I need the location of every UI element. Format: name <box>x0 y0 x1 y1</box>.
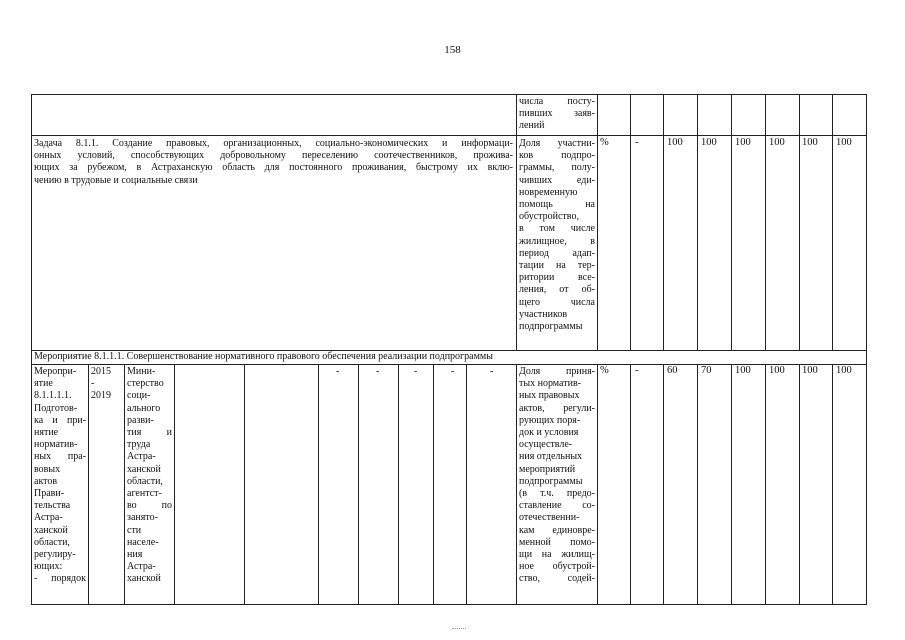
executor-line: во по <box>127 500 172 512</box>
indicator-line: рующих поря- <box>519 414 581 426</box>
col-divider <box>663 94 664 350</box>
measure-line: регулиру- <box>34 549 76 561</box>
executor-line: занято- <box>127 512 158 524</box>
finance-value: - <box>336 366 340 377</box>
finance-value: - <box>490 366 494 377</box>
period-line: 2015 <box>91 366 111 377</box>
measure-line: ющих: <box>34 561 63 573</box>
executor-line: Астра- <box>127 561 156 573</box>
target-value: 100 <box>701 137 717 148</box>
indicator-line: щего числа <box>519 296 595 308</box>
measure-line: нятие <box>34 427 59 439</box>
col-divider <box>630 94 631 350</box>
indicator-line: период адап- <box>519 247 595 259</box>
indicator-line: актов, регули- <box>519 402 595 414</box>
page-number: 158 <box>444 44 461 56</box>
measure-line: норматив- <box>34 439 78 451</box>
indicator-line: ритории все- <box>519 272 595 284</box>
indicator-line: подпрограммы <box>519 321 583 333</box>
executor-line: тия и <box>127 427 172 439</box>
measure-line: актов <box>34 475 58 487</box>
measure-line: Прави- <box>34 488 65 500</box>
measure-line: ятие <box>34 378 53 390</box>
col-divider <box>358 364 359 605</box>
measure-line: Подготов- <box>34 402 78 414</box>
measure-line: - порядок <box>34 573 86 585</box>
measure-line: вовых <box>34 463 61 475</box>
target-value: 100 <box>802 365 818 376</box>
task-line: ющих за рубежом, в Астраханскую область для постоянного проживания, быстрому их вклю- <box>34 162 513 174</box>
col-divider <box>697 364 698 605</box>
row-divider <box>31 135 867 136</box>
executor-line: сти <box>127 524 142 536</box>
measure-line: Меропри- <box>34 366 77 377</box>
indicator-line: новременную <box>519 186 578 198</box>
indicator-line: Доля участни- <box>519 138 595 149</box>
col-divider <box>799 364 800 605</box>
measure-line: тельства <box>34 500 71 512</box>
target-value: 100 <box>836 137 852 148</box>
unit-cell: % <box>600 365 609 376</box>
indicator-line: Доля приня- <box>519 366 595 377</box>
col-divider <box>597 364 598 605</box>
task-line: онных условий, способствующих добровольному переселению соотечественников, прожива- <box>34 150 513 162</box>
indicator-line: щи на жилищ- <box>519 549 595 561</box>
indicator-line: ков подпро- <box>519 150 595 162</box>
executor-line: Мини- <box>127 366 156 377</box>
base-value: - <box>635 365 639 376</box>
target-value: 100 <box>802 137 818 148</box>
col-divider <box>697 94 698 350</box>
measure-line: области, <box>34 536 70 548</box>
measure-line: ных пра- <box>34 451 86 463</box>
col-divider <box>731 94 732 350</box>
col-divider <box>516 94 517 350</box>
indicator-cell <box>519 138 595 333</box>
col-divider <box>832 364 833 605</box>
measure-line: ханской <box>34 524 68 536</box>
measure-header: Мероприятие 8.1.1.1. Совершенствование нормативного правового обеспечения реализации подпрограммы <box>34 351 493 362</box>
col-divider <box>88 364 89 605</box>
indicator-line: жилищное, в <box>519 235 595 247</box>
col-divider <box>765 94 766 350</box>
base-value: - <box>635 137 639 148</box>
target-value: 100 <box>735 365 751 376</box>
indicator-line: числа посту- <box>519 96 595 107</box>
indicator-line: ство, содей- <box>519 573 595 585</box>
executor-line: ханской <box>127 573 161 585</box>
col-divider <box>398 364 399 605</box>
col-divider <box>765 364 766 605</box>
col-divider <box>124 364 125 605</box>
indicator-line: ния отдельных <box>519 451 583 463</box>
col-divider <box>731 364 732 605</box>
task-cell <box>34 138 513 187</box>
executor-line: области, <box>127 475 163 487</box>
executor-line: ального <box>127 402 161 414</box>
target-value: 100 <box>769 365 785 376</box>
indicator-line: чивших еди- <box>519 174 595 186</box>
col-divider <box>832 94 833 350</box>
executor-line: ханской <box>127 463 161 475</box>
table-bottom-border <box>31 604 867 605</box>
indicator-line: (в т.ч. предо- <box>519 488 595 500</box>
col-divider <box>433 364 434 605</box>
col-divider <box>663 364 664 605</box>
finance-value: - <box>451 366 455 377</box>
period-cell <box>91 366 123 403</box>
finance-value: - <box>414 366 418 377</box>
indicator-line: тых норматив- <box>519 378 582 390</box>
indicator-line: обустройство, <box>519 211 579 223</box>
table-top-border <box>31 94 867 95</box>
task-line: Задача 8.1.1. Создание правовых, организационных, социально-экономических и информаци- <box>34 138 513 149</box>
col-divider <box>174 364 175 605</box>
task-line: чению в трудовые и социальные связи <box>34 174 198 186</box>
indicator-table <box>31 94 867 605</box>
measure-name-cell <box>34 366 86 586</box>
executor-cell <box>127 366 172 586</box>
indicator-line: ставление со- <box>519 500 595 512</box>
period-line: - <box>91 378 95 390</box>
executor-line: стерство <box>127 378 164 390</box>
target-value: 100 <box>836 365 852 376</box>
indicator-line: док и условия <box>519 427 579 439</box>
indicator-line: отечественни- <box>519 512 580 524</box>
indicator-cell <box>519 96 595 133</box>
table-left-border <box>31 94 32 605</box>
indicator-line: в том числе <box>519 223 595 235</box>
executor-line: агентст- <box>127 488 162 500</box>
target-value: 100 <box>769 137 785 148</box>
measure-line: 8.1.1.1.1. <box>34 390 72 402</box>
indicator-line: лений <box>519 120 545 132</box>
finance-value: - <box>376 366 380 377</box>
col-divider <box>318 364 319 605</box>
col-divider <box>630 364 631 605</box>
indicator-line: тации на тер- <box>519 260 595 272</box>
col-divider <box>799 94 800 350</box>
table-right-border <box>866 94 867 605</box>
target-value: 70 <box>701 365 712 376</box>
indicator-line: участников <box>519 308 568 320</box>
indicator-line: мероприятий <box>519 463 576 475</box>
target-value: 100 <box>667 137 683 148</box>
col-divider <box>597 94 598 350</box>
target-value: 100 <box>735 137 751 148</box>
target-value: 60 <box>667 365 678 376</box>
indicator-line: помощь на <box>519 199 595 211</box>
indicator-line: осуществле- <box>519 439 573 451</box>
indicator-line: кам единовре- <box>519 524 595 536</box>
executor-line: разви- <box>127 414 154 426</box>
indicator-line: ных правовых <box>519 390 580 402</box>
executor-line: ния <box>127 549 143 561</box>
executor-line: Астра- <box>127 451 156 463</box>
measure-line: Астра- <box>34 512 63 524</box>
unit-cell: % <box>600 137 609 148</box>
indicator-cell <box>519 366 595 586</box>
executor-line: населе- <box>127 536 159 548</box>
col-divider <box>244 364 245 605</box>
indicator-line: менной помо- <box>519 536 595 548</box>
scan-mark <box>452 628 466 631</box>
indicator-line: граммы, полу- <box>519 162 595 174</box>
col-divider <box>516 364 517 605</box>
period-line: 2019 <box>91 390 111 402</box>
indicator-line: ления, от об- <box>519 284 595 296</box>
indicator-line: ное обустрой- <box>519 561 595 573</box>
measure-line: ка и при- <box>34 414 86 426</box>
col-divider <box>466 364 467 605</box>
executor-line: труда <box>127 439 151 451</box>
executor-line: соци- <box>127 390 151 402</box>
indicator-line: пивших заяв- <box>519 108 595 120</box>
indicator-line: подпрограммы <box>519 475 583 487</box>
